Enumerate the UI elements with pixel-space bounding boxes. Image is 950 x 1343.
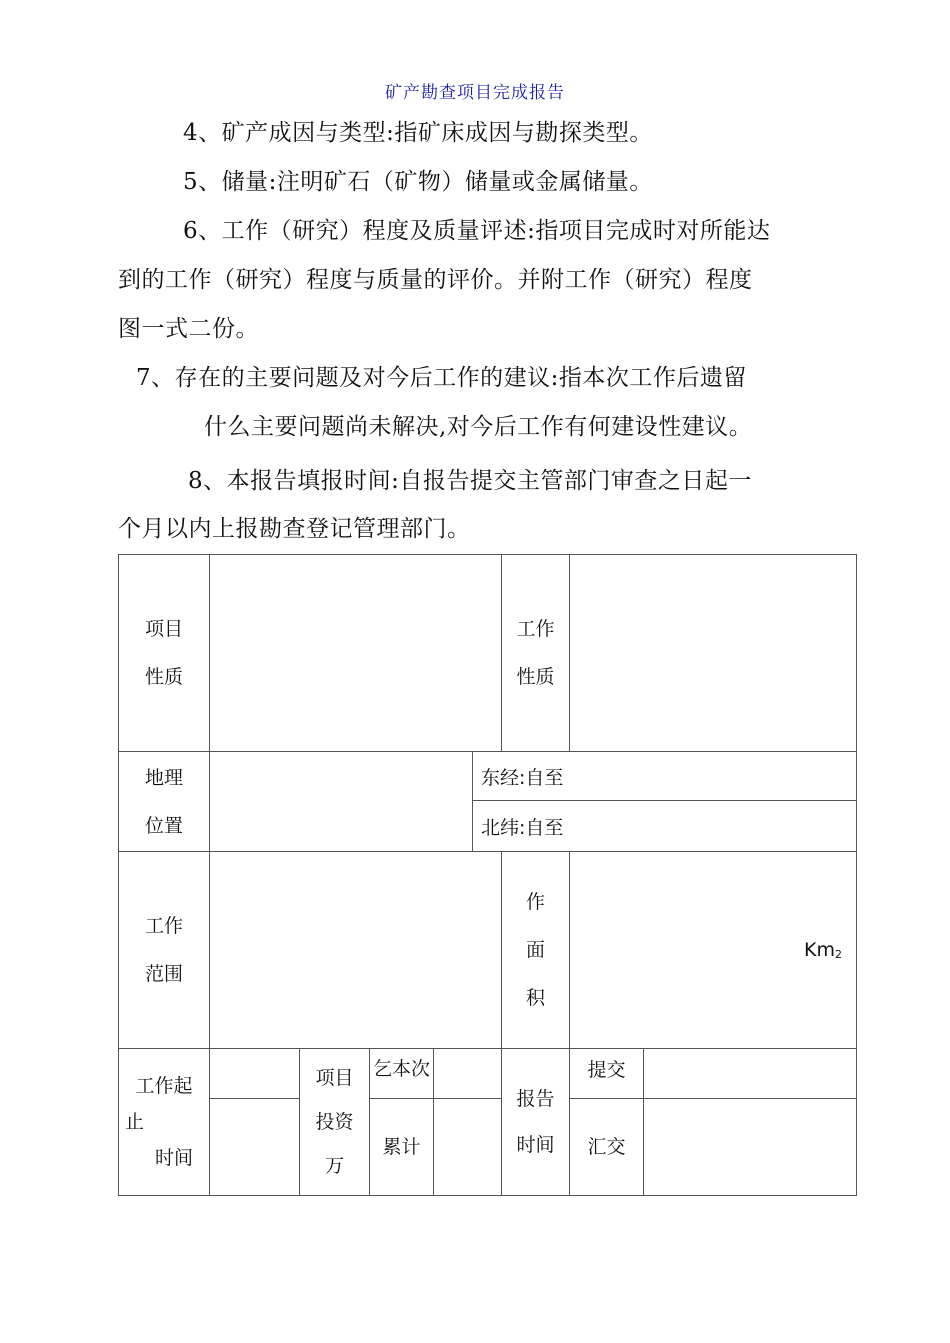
paragraph-5: 5、储量:注明矿石（矿物）储量或金属储量。 [183,169,653,195]
paragraph-8-line-1: 8、本报告填报时间:自报告提交主管部门审查之日起一 [188,468,752,494]
work-nature-label: 工作 性质 [502,555,570,752]
north-latitude-field[interactable]: 北纬:自至 [473,801,857,852]
this-time-investment-field[interactable] [434,1049,502,1099]
work-nature-field[interactable] [570,555,857,752]
geo-location-label: 地理 位置 [119,752,210,852]
work-area-label: 作 面 积 [502,852,570,1049]
remit-time-field[interactable] [644,1099,857,1196]
paragraph-8-line-2: 个月以内上报勘查登记管理部门。 [118,516,471,542]
cumulative-label: 累计 [370,1099,434,1196]
work-period-end-field[interactable] [210,1099,300,1196]
work-area-field[interactable] [570,852,857,1049]
remit-label: 汇交 [570,1099,644,1196]
paragraph-6-line-3: 图一式二份。 [118,316,259,342]
project-nature-field[interactable] [210,555,502,752]
east-longitude-field[interactable]: 东经:自至 [473,752,857,801]
work-period-label: 工作起 止 时间 [119,1049,210,1196]
paragraph-6-line-1: 6、工作（研究）程度及质量评述:指项目完成时对所能达 [183,218,771,244]
project-investment-label: 项目 投资 万 [300,1049,370,1196]
this-time-label: 乞本次 [370,1049,434,1099]
paragraph-6-line-2: 到的工作（研究）程度与质量的评价。并附工作（研究）程度 [118,267,753,293]
paragraph-7-line-1: 7、存在的主要问题及对今后工作的建议:指本次工作后遗留 [136,365,747,391]
area-unit-exponent: 2 [835,948,842,961]
paragraph-7-line-2: 什么主要问题尚未解决,对今后工作有何建设性建议。 [204,414,753,440]
page-title: 矿产勘查项目完成报告 [385,83,565,103]
report-form-table [118,554,857,1196]
work-scope-field[interactable] [210,852,502,1049]
submit-time-field[interactable] [644,1049,857,1099]
area-unit: Km [804,939,835,961]
paragraph-4: 4、矿产成因与类型:指矿床成因与勘探类型。 [183,120,653,146]
work-scope-label: 工作 范围 [119,852,210,1049]
submit-label: 提交 [570,1049,644,1099]
cumulative-investment-field[interactable] [434,1099,502,1196]
report-time-label: 报告 时间 [502,1049,570,1196]
work-period-start-field[interactable] [210,1049,300,1099]
project-nature-label: 项目 性质 [119,555,210,752]
geo-location-field[interactable] [210,752,473,852]
